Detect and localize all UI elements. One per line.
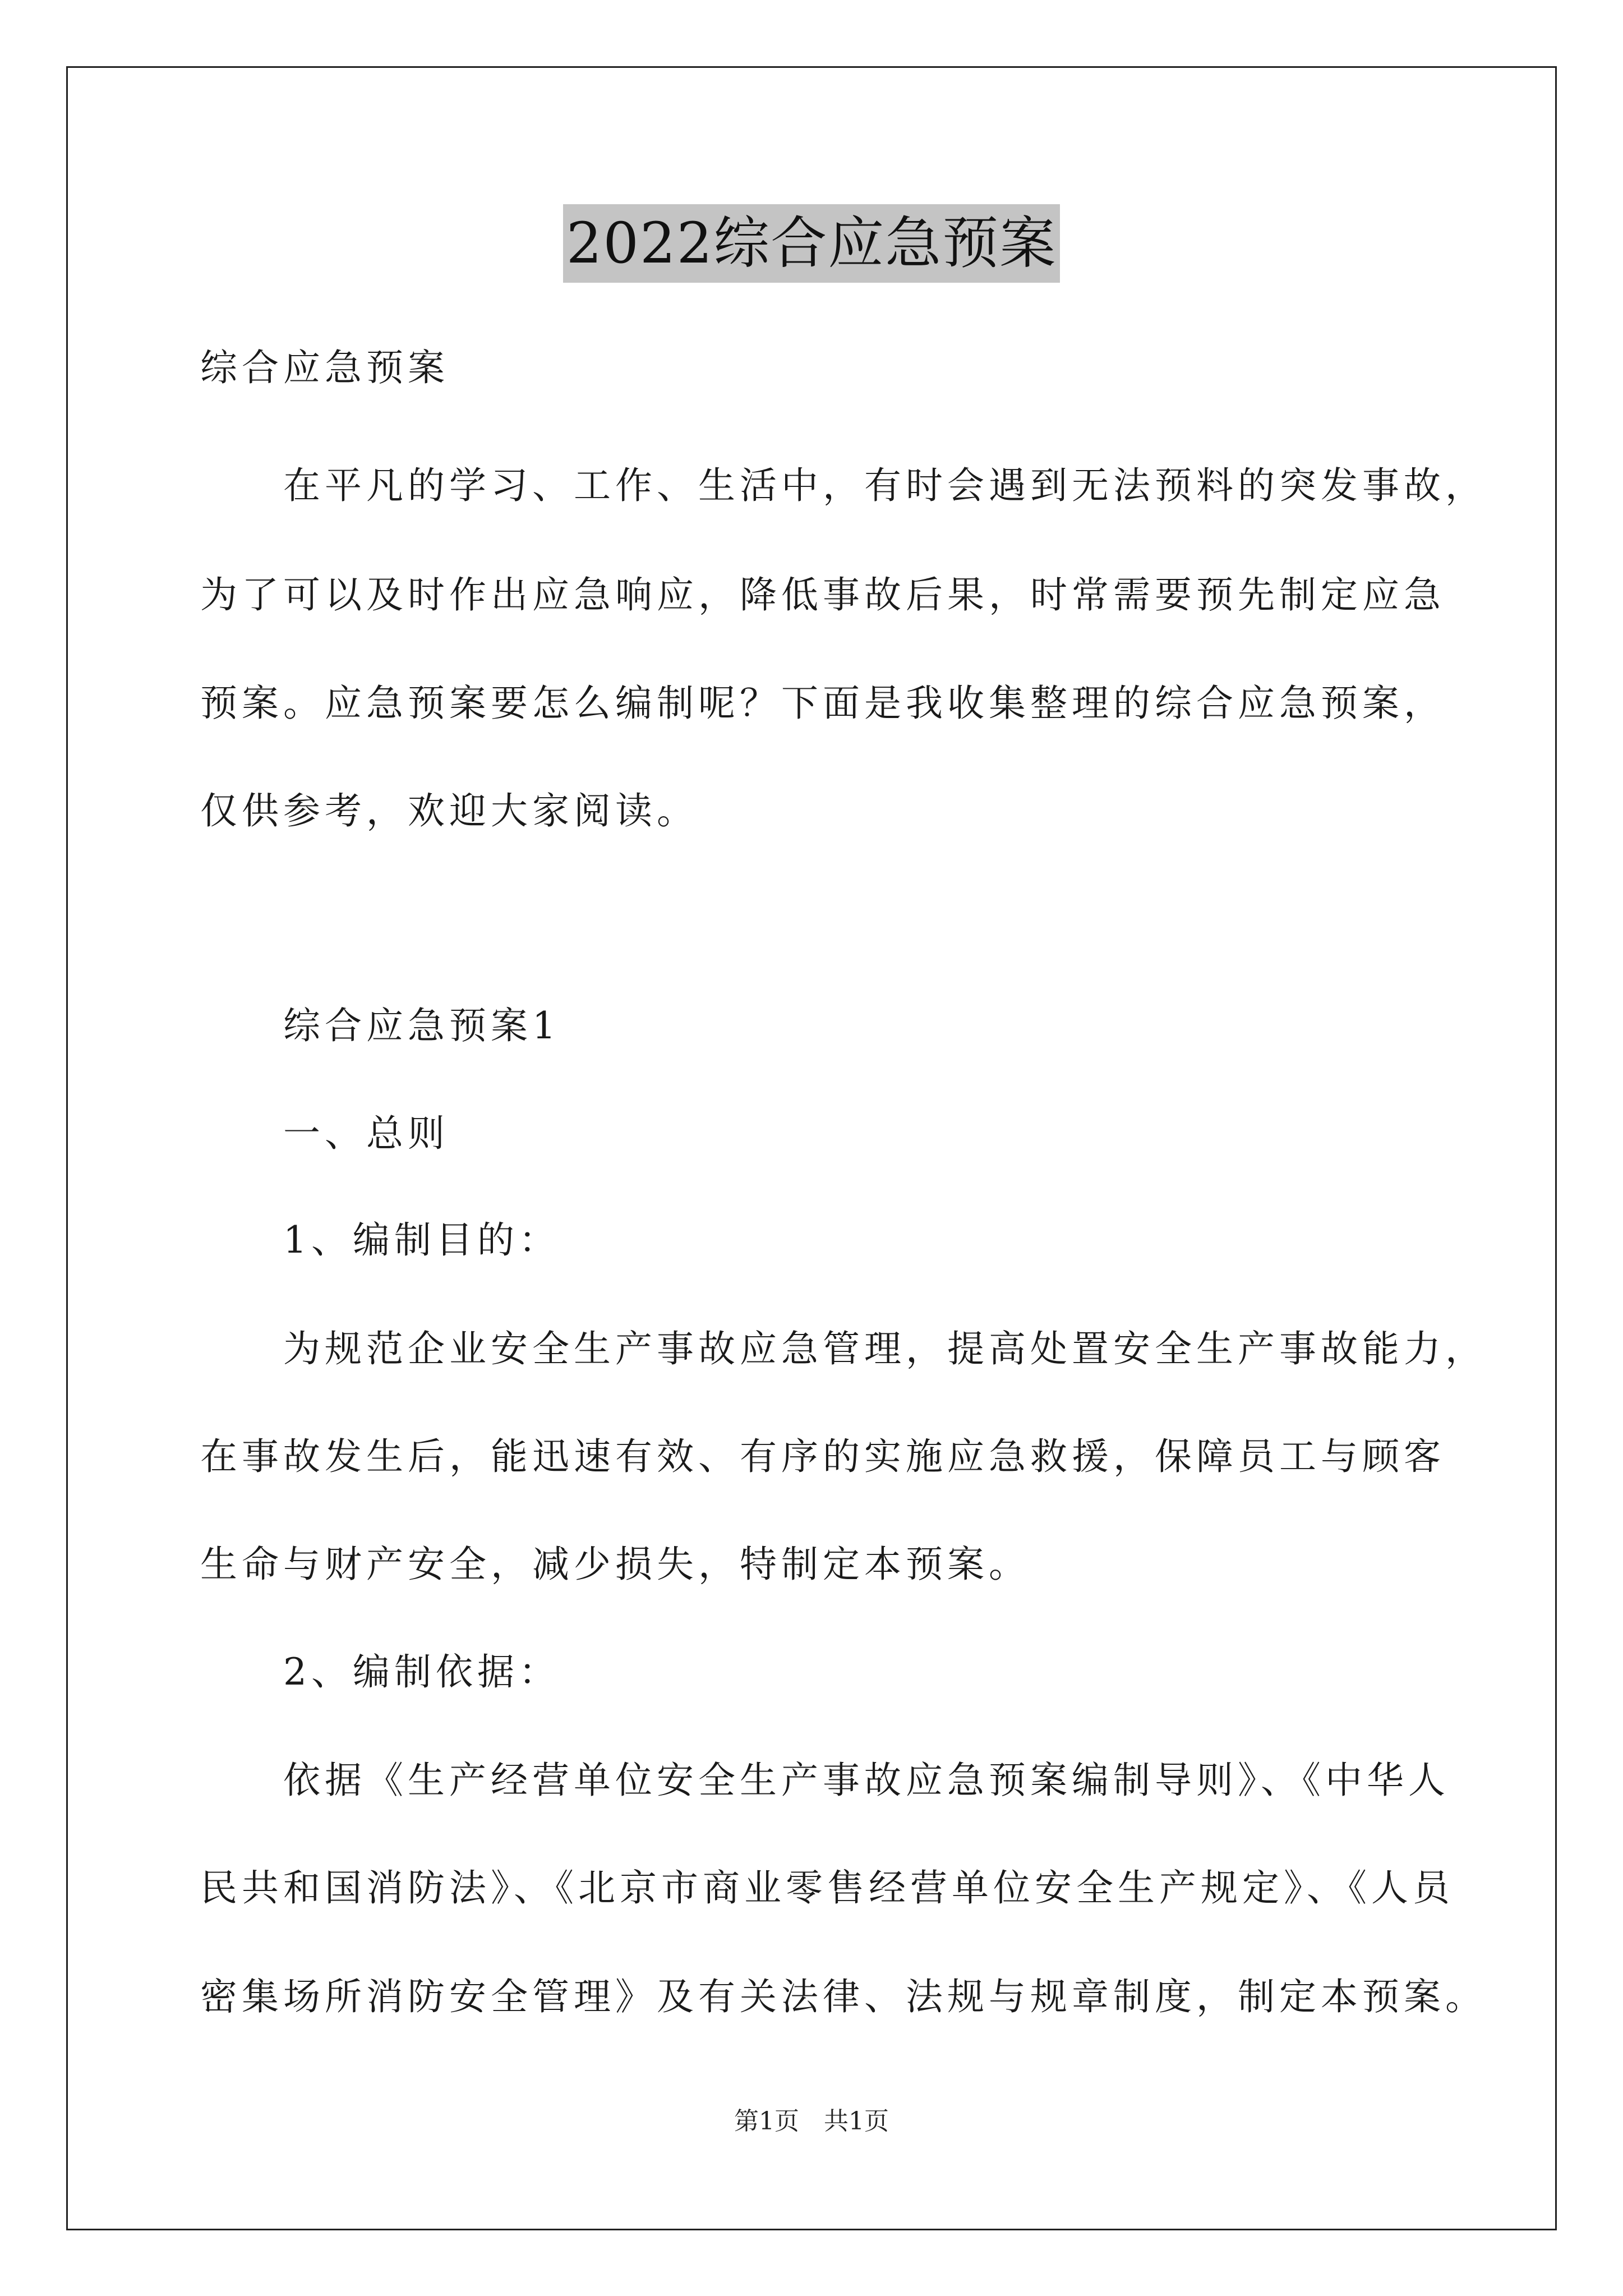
item-heading-1: 1、编制目的： xyxy=(200,1218,560,1262)
body-line-1: 在平凡的学习、工作、生活中，有时会遇到无法预料的突发事故， xyxy=(200,464,1487,507)
body-line-2: 为了可以及时作出应急响应，降低事故后果，时常需要预先制定应急 xyxy=(200,573,1445,616)
chapter-heading: 一、总则 xyxy=(200,1112,449,1155)
page-footer: 第1页 共1页 xyxy=(734,2107,889,2136)
document-title: 2022综合应急预案 xyxy=(563,204,1061,283)
body-line-8: 依据《生产经营单位安全生产事故应急预案编制导则》、《中华人 xyxy=(200,1759,1450,1802)
body-line-10: 密集场所消防安全管理》及有关法律、法规与规章制度，制定本预案。 xyxy=(200,1975,1487,2018)
body-line-9: 民共和国消防法》、《北京市商业零售经营单位安全生产规定》、《人员 xyxy=(200,1866,1454,1910)
body-line-6: 在事故发生后，能迅速有效、有序的实施应急救援，保障员工与顾客 xyxy=(200,1435,1445,1478)
body-line-5: 为规范企业安全生产事故应急管理，提高处置安全生产事故能力， xyxy=(200,1327,1487,1370)
title-wrap xyxy=(0,204,1623,283)
body-line-4: 仅供参考，欢迎大家阅读。 xyxy=(200,789,698,832)
section-heading: 综合应急预案1 xyxy=(200,1004,560,1047)
item-heading-2: 2、编制依据： xyxy=(200,1650,560,1694)
body-line-3: 预案。应急预案要怎么编制呢？下面是我收集整理的综合应急预案， xyxy=(200,682,1445,725)
body-line-7: 生命与财产安全，减少损失，特制定本预案。 xyxy=(200,1543,1030,1586)
subtitle-line: 综合应急预案 xyxy=(200,346,449,389)
